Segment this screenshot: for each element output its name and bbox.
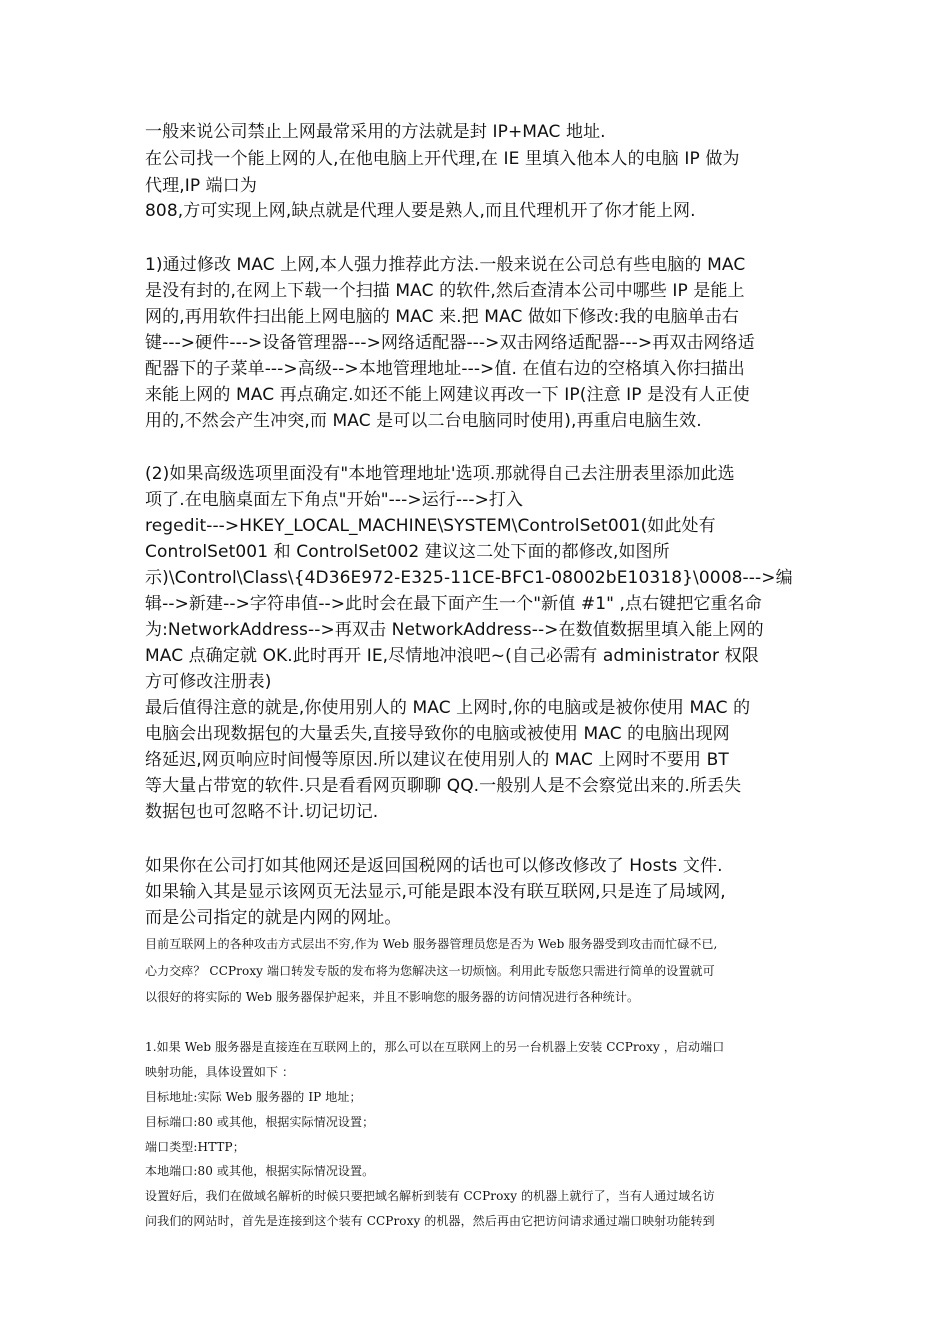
- paragraph-line: 目标地址:实际 Web 服务器的 IP 地址；: [145, 1090, 362, 1104]
- paragraph-line: 配器下的子菜单--->高级-->本地管理地址--->值. 在值右边的空格填入你扫描出: [145, 359, 745, 379]
- paragraph-line: 端口类型:HTTP；: [145, 1140, 245, 1154]
- paragraph-line: 在公司找一个能上网的人,在他电脑上开代理,在 IE 里填入他本人的电脑 IP 做为: [145, 149, 740, 169]
- paragraph-line: (2)如果高级选项里面没有"本地管理地址'选项.那就得自己去注册表里添加此选: [145, 464, 735, 484]
- paragraph-line: 808,方可实现上网,缺点就是代理人要是熟人,而且代理机开了你才能上网.: [145, 201, 696, 221]
- paragraph-line: 络延迟,网页响应时间慢等原因.所以建议在使用别人的 MAC 上网时不要用 BT: [145, 750, 729, 770]
- paragraph-line: 设置好后，我们在做域名解析的时候只要把域名解析到装有 CCProxy 的机器上就行了，当有人通过域名访: [145, 1189, 715, 1203]
- paragraph-line: 映射功能，具体设置如下 ：: [145, 1065, 295, 1079]
- paragraph-line: 一般来说公司禁止上网最常采用的方法就是封 IP+MAC 地址.: [145, 122, 606, 142]
- paragraph-line: 1)通过修改 MAC 上网,本人强力推荐此方法.一般来说在公司总有些电脑的 MAC: [145, 255, 746, 275]
- paragraph-line: 等大量占带宽的软件.只是看看网页聊聊 QQ.一般别人是不会察觉出来的.所丢失: [145, 776, 742, 796]
- paragraph-line: 电脑会出现数据包的大量丢失,直接导致你的电脑或被使用 MAC 的电脑出现网: [145, 724, 730, 744]
- paragraph-line: 数据包也可忽略不计.切记切记.: [145, 802, 379, 822]
- paragraph-line: 方可修改注册表): [145, 672, 272, 692]
- paragraph-line: 代理,IP 端口为: [145, 176, 257, 196]
- paragraph-line: 是没有封的,在网上下载一个扫描 MAC 的软件,然后查清本公司中哪些 IP 是能上: [145, 281, 745, 301]
- paragraph-line: 项了.在电脑桌面左下角点"开始"--->运行--->打入: [145, 490, 524, 510]
- paragraph-line: 1.如果 Web 服务器是直接连在互联网上的，那么可以在互联网上的另一台机器上安装 CCProxy ，启动端口: [145, 1040, 725, 1054]
- paragraph-line: 问我们的网站时，首先是连接到这个装有 CCProxy 的机器，然后再由它把访问请求通过端口映射功能转到: [145, 1214, 715, 1228]
- paragraph-line: MAC 点确定就 OK.此时再开 IE,尽情地冲浪吧~(自己必需有 administrator 权限: [145, 646, 759, 666]
- paragraph-line: 目标端口:80 或其他，根据实际情况设置；: [145, 1115, 375, 1129]
- paragraph-line: 以很好的将实际的 Web 服务器保护起来，并且不影响您的服务器的访问情况进行各种统计。: [145, 990, 640, 1004]
- paragraph-line: 辑-->新建-->字符串值-->此时会在最下面产生一个"新值 #1" ,点右键把它重名命: [145, 594, 762, 614]
- paragraph-line: 本地端口:80 或其他，根据实际情况设置。: [145, 1164, 375, 1178]
- paragraph-line: 为:NetworkAddress-->再双击 NetworkAddress-->在数值数据里填入能上网的: [145, 620, 764, 640]
- paragraph-line: 示)\Control\Class\{4D36E972-E325-11CE-BFC1-08002bE10318}\0008--->编: [145, 568, 793, 588]
- paragraph-line: 键--->硬件--->设备管理器--->网络适配器--->双击网络适配器--->再双击网络适: [145, 333, 755, 353]
- paragraph-line: 如果你在公司打如其他网还是返回国税网的话也可以修改修改了 Hosts 文件.: [145, 856, 723, 876]
- paragraph-line: 如果输入其是显示该网页无法显示,可能是跟本没有联互联网,只是连了局域网,: [145, 882, 726, 902]
- paragraph-line: 目前互联网上的各种攻击方式层出不穷,作为 Web 服务器管理员您是否为 Web 服务器受到攻击而忙碌不已,: [145, 937, 718, 951]
- paragraph-line: 最后值得注意的就是,你使用别人的 MAC 上网时,你的电脑或是被你使用 MAC 的: [145, 698, 751, 718]
- paragraph-line: regedit--->HKEY_LOCAL_MACHINE\SYSTEM\ControlSet001(如此处有: [145, 516, 716, 536]
- paragraph-line: 心力交瘁？ CCProxy 端口转发专版的发布将为您解决这一切烦恼。利用此专版您只需进行简单的设置就可: [145, 964, 715, 978]
- paragraph-line: 来能上网的 MAC 再点确定.如还不能上网建议再改一下 IP(注意 IP 是没有人正使: [145, 385, 750, 405]
- paragraph-line: 用的,不然会产生冲突,而 MAC 是可以二台电脑同时使用),再重启电脑生效.: [145, 411, 702, 431]
- paragraph-line: 网的,再用软件扫出能上网电脑的 MAC 来.把 MAC 做如下修改:我的电脑单击右: [145, 307, 739, 327]
- paragraph-line: 而是公司指定的就是内网的网址。: [145, 908, 402, 928]
- paragraph-line: ControlSet001 和 ControlSet002 建议这二处下面的都修改,如图所: [145, 542, 670, 562]
